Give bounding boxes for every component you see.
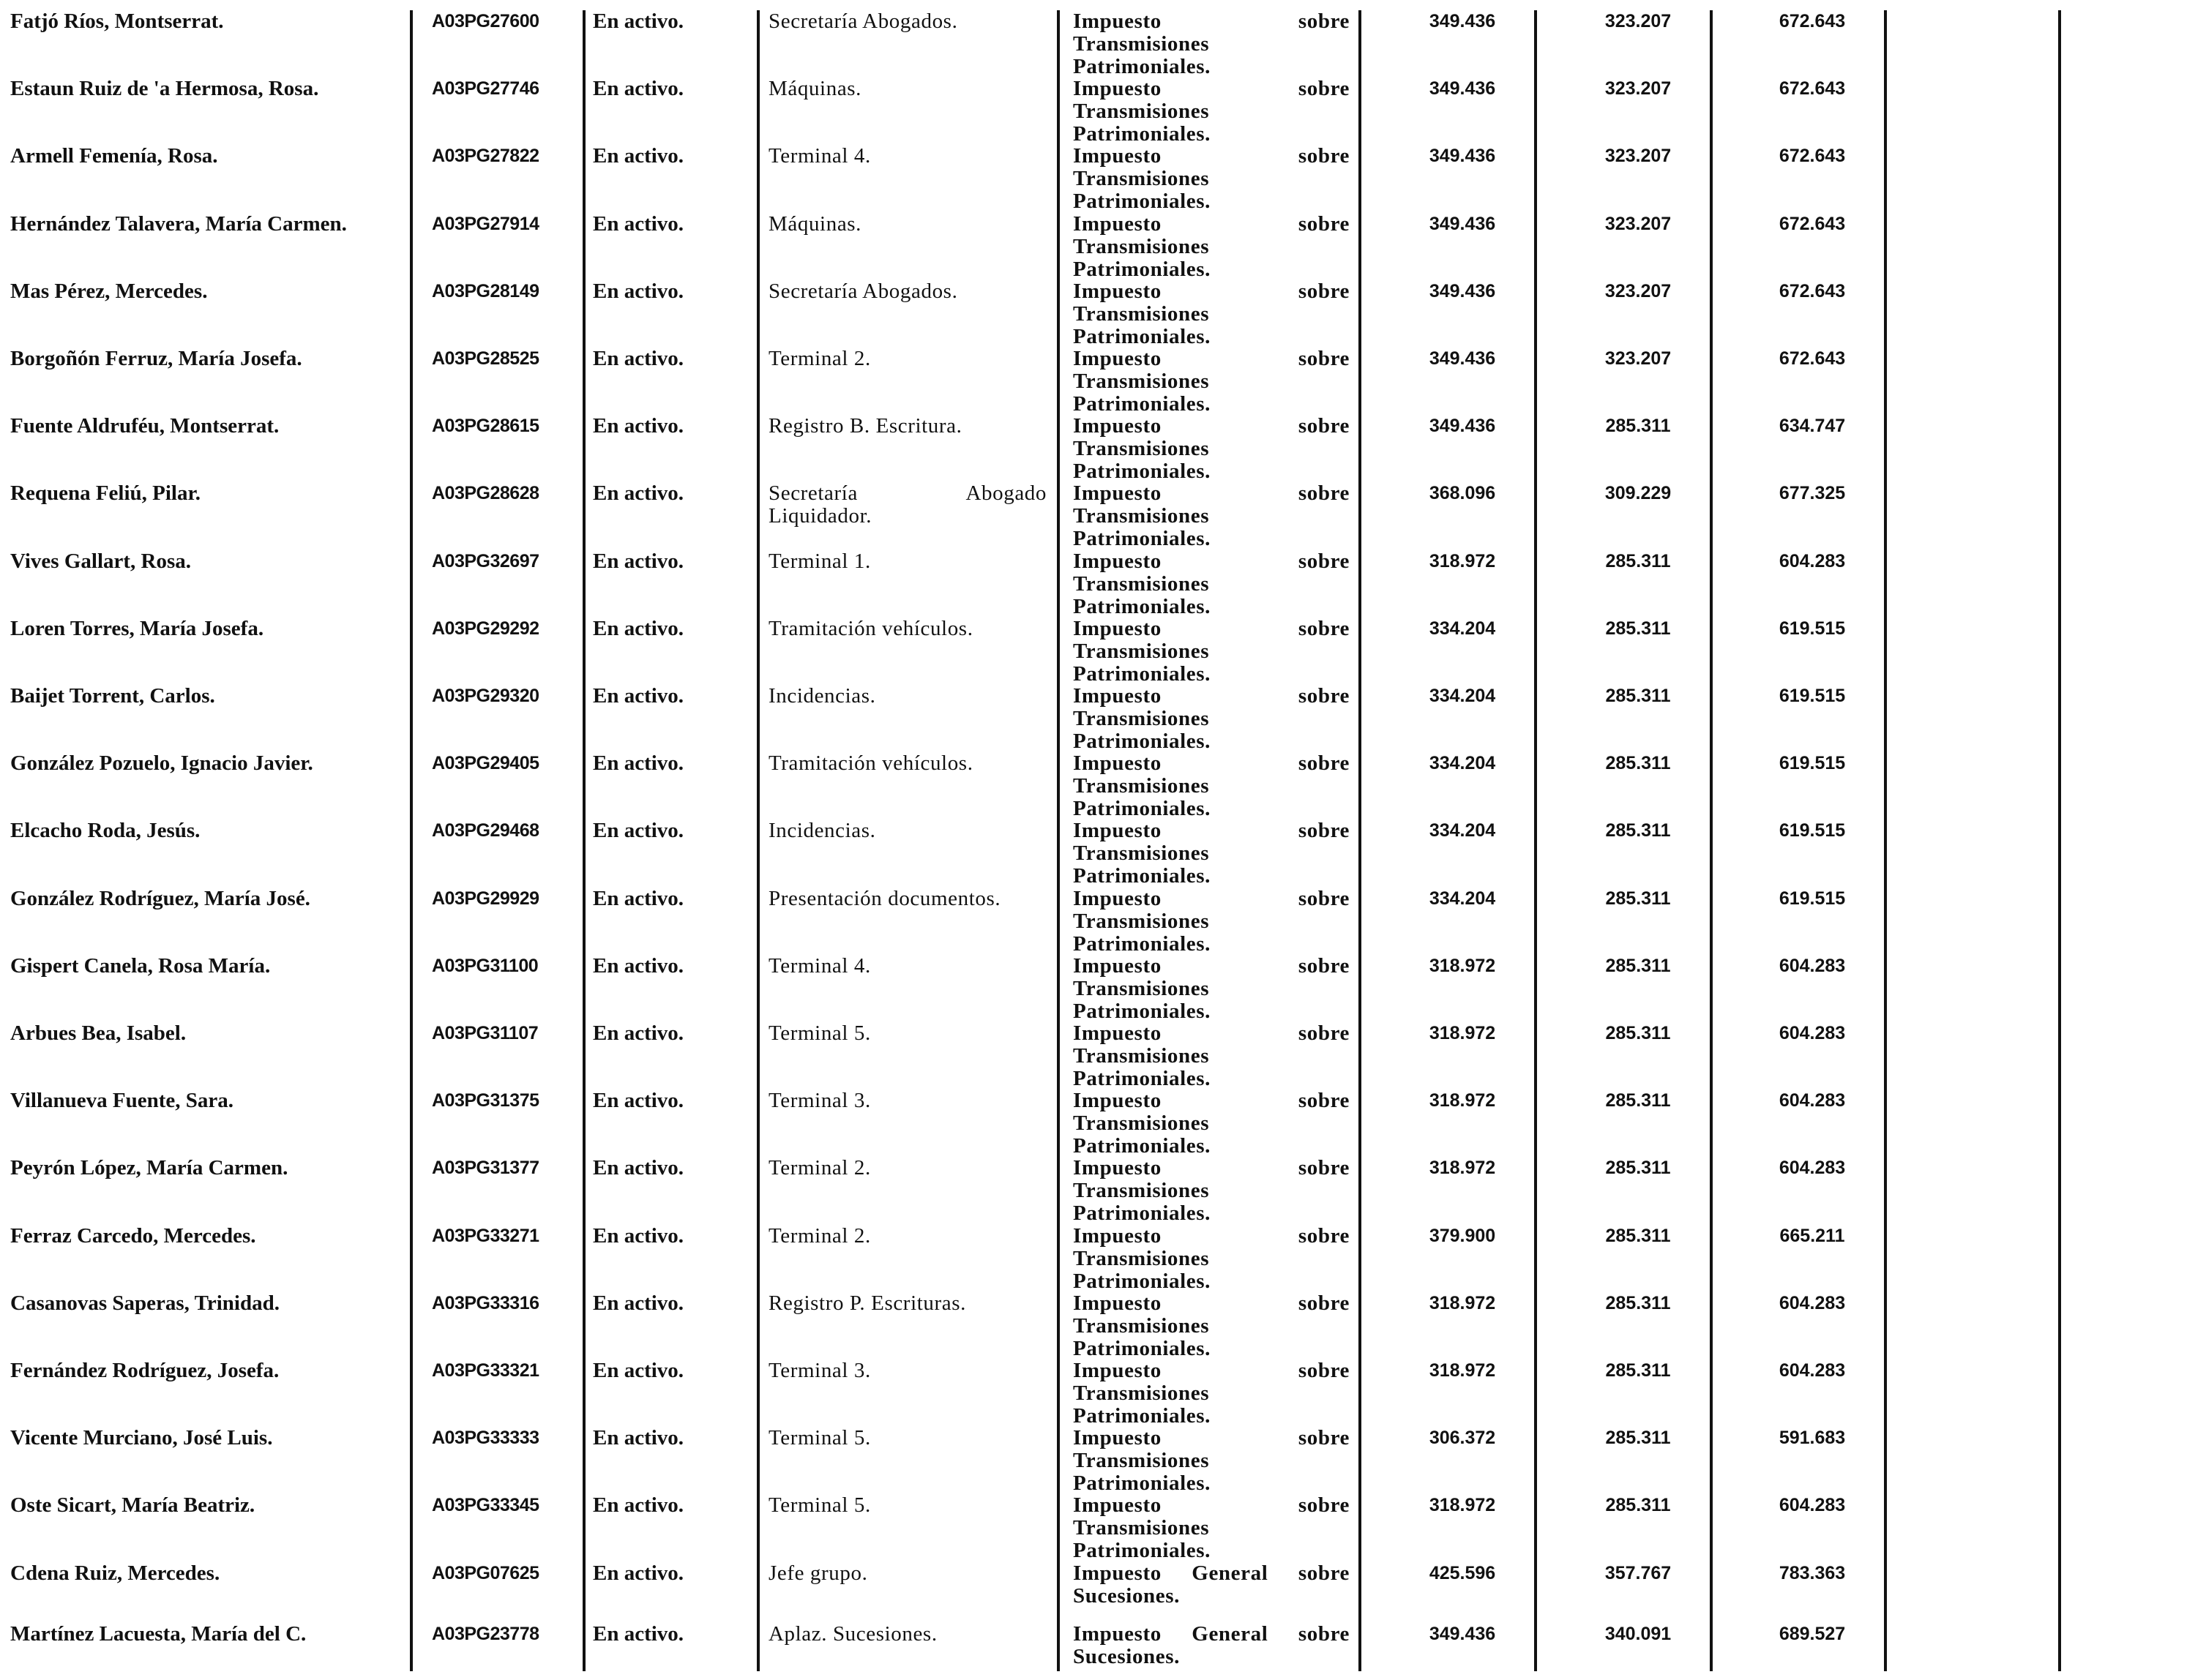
tax-section: Impuesto sobre Transmisiones Patrimoniales.	[1073, 414, 1350, 483]
tax-section: Impuesto sobre Transmisiones Patrimoniales.	[1073, 481, 1350, 550]
table-row	[0, 1484, 2206, 1562]
employee-name: Vicente Murciano, José Luis.	[10, 1426, 273, 1450]
total-amount: 672.643	[1779, 146, 1846, 166]
amount-2: 285.311	[1605, 1158, 1671, 1178]
total-amount: 604.283	[1779, 956, 1846, 976]
table-row	[0, 135, 2206, 213]
amount-2: 340.091	[1604, 1624, 1672, 1644]
amount-1: 349.436	[1429, 146, 1496, 166]
tax-section: Impuesto sobre Transmisiones Patrimoniales.	[1073, 347, 1350, 416]
amount-1: 318.972	[1429, 1090, 1496, 1111]
table-row	[0, 203, 2206, 281]
registration-code: A03PG23778	[432, 1624, 539, 1644]
employee-name: Arbues Bea, Isabel.	[10, 1021, 187, 1045]
employment-status: En activo.	[593, 1359, 684, 1382]
employee-name: Casanovas Saperas, Trinidad.	[10, 1291, 280, 1315]
registration-code: A03PG31377	[432, 1158, 539, 1178]
amount-2: 323.207	[1604, 146, 1672, 166]
total-amount: 672.643	[1779, 348, 1846, 369]
total-amount: 604.283	[1779, 1495, 1846, 1515]
amount-1: 306.372	[1429, 1428, 1496, 1448]
amount-1: 349.436	[1429, 214, 1496, 234]
employment-status: En activo.	[593, 1561, 684, 1585]
tax-section: Impuesto sobre Transmisiones Patrimoniales.	[1073, 77, 1350, 146]
registration-code: A03PG07625	[432, 1563, 539, 1583]
employee-name: Peyrón López, María Carmen.	[10, 1156, 288, 1180]
total-amount: 604.283	[1779, 551, 1846, 571]
amount-2: 285.311	[1605, 686, 1671, 706]
total-amount: 665.211	[1779, 1226, 1845, 1246]
registration-code: A03PG29405	[432, 753, 539, 773]
amount-2: 285.311	[1605, 618, 1671, 639]
table-row	[0, 0, 2206, 78]
department: Terminal 3.	[769, 1359, 871, 1382]
amount-1: 318.972	[1429, 1293, 1496, 1313]
table-row	[0, 1349, 2206, 1428]
department: Tramitación vehículos.	[769, 617, 973, 640]
amount-2: 285.311	[1605, 753, 1671, 773]
amount-1: 349.436	[1429, 11, 1496, 31]
employment-status: En activo.	[593, 144, 684, 168]
employee-name: Fernández Rodríguez, Josefa.	[10, 1359, 280, 1382]
employee-name: Gispert Canela, Rosa María.	[10, 954, 271, 978]
amount-1: 349.436	[1429, 1624, 1496, 1644]
registration-code: A03PG28628	[432, 483, 539, 503]
registration-code: A03PG29468	[432, 820, 539, 841]
employment-status: En activo.	[593, 347, 684, 370]
table-row	[0, 742, 2206, 820]
total-amount: 634.747	[1779, 416, 1846, 436]
total-amount: 604.283	[1779, 1023, 1846, 1043]
tax-section: Impuesto sobre Transmisiones Patrimoniales.	[1073, 1291, 1350, 1360]
amount-1: 349.436	[1429, 348, 1496, 369]
registration-code: A03PG32697	[432, 551, 539, 571]
registration-code: A03PG31107	[432, 1023, 539, 1043]
amount-2: 285.311	[1605, 1428, 1671, 1448]
tax-section: Impuesto sobre Transmisiones Patrimoniales.	[1073, 819, 1350, 888]
employment-status: En activo.	[593, 1224, 684, 1248]
tax-section: Impuesto sobre Transmisiones Patrimoniales.	[1073, 617, 1350, 686]
employment-status: En activo.	[593, 1089, 684, 1112]
department: Terminal 5.	[769, 1021, 871, 1045]
amount-1: 318.972	[1429, 956, 1496, 976]
department: Registro B. Escritura.	[769, 414, 962, 438]
amount-1: 368.096	[1429, 483, 1496, 503]
registration-code: A03PG33321	[432, 1360, 539, 1381]
tax-section: Impuesto sobre Transmisiones Patrimoniales.	[1073, 1224, 1350, 1293]
tax-section: Impuesto sobre Transmisiones Patrimoniales.	[1073, 1089, 1350, 1158]
tax-section: Impuesto sobre Transmisiones Patrimoniales.	[1073, 1493, 1350, 1562]
registration-code: A03PG33271	[432, 1226, 539, 1246]
department: Tramitación vehículos.	[769, 751, 973, 775]
tax-section: Impuesto sobre Transmisiones Patrimoniales.	[1073, 280, 1350, 348]
registration-code: A03PG28615	[432, 416, 539, 436]
employment-status: En activo.	[593, 1021, 684, 1045]
amount-1: 349.436	[1429, 281, 1496, 301]
employee-name: Borgoñón Ferruz, María Josefa.	[10, 347, 302, 370]
amount-1: 425.596	[1429, 1563, 1496, 1583]
employee-name: Loren Torres, María Josefa.	[10, 617, 264, 640]
registration-code: A03PG27822	[432, 146, 539, 166]
registration-code: A03PG29929	[432, 888, 539, 909]
table-row	[0, 877, 2206, 956]
amount-1: 318.972	[1429, 1495, 1496, 1515]
registration-code: A03PG33316	[432, 1293, 539, 1313]
employee-name: Ferraz Carcedo, Mercedes.	[10, 1224, 256, 1248]
amount-2: 309.229	[1604, 483, 1672, 503]
total-amount: 619.515	[1779, 618, 1846, 639]
amount-2: 285.311	[1605, 1360, 1671, 1381]
total-amount: 783.363	[1779, 1563, 1846, 1583]
amount-1: 334.204	[1429, 820, 1496, 841]
employment-status: En activo.	[593, 1622, 684, 1646]
total-amount: 672.643	[1779, 78, 1846, 99]
employment-status: En activo.	[593, 617, 684, 640]
amount-2: 323.207	[1604, 11, 1672, 31]
table-row	[0, 1147, 2206, 1225]
total-amount: 619.515	[1779, 888, 1846, 909]
tax-section: Impuesto sobre Transmisiones Patrimoniales.	[1073, 144, 1350, 213]
table-row	[0, 945, 2206, 1023]
department: Terminal 2.	[769, 1156, 871, 1180]
employment-status: En activo.	[593, 1493, 684, 1517]
total-amount: 591.683	[1779, 1428, 1846, 1448]
amount-1: 334.204	[1429, 888, 1496, 909]
department: Terminal 4.	[769, 954, 871, 978]
total-amount: 604.283	[1779, 1293, 1846, 1313]
tax-section: Impuesto sobre Transmisiones Patrimoniales.	[1073, 684, 1350, 753]
total-amount: 604.283	[1779, 1360, 1846, 1381]
amount-2: 285.311	[1605, 1090, 1671, 1111]
amount-2: 285.311	[1605, 1226, 1671, 1246]
registration-code: A03PG31375	[432, 1090, 539, 1111]
table-row	[0, 675, 2206, 753]
employee-name: Fatjó Ríos, Montserrat.	[10, 10, 224, 33]
registration-code: A03PG27914	[432, 214, 539, 234]
amount-1: 379.900	[1429, 1226, 1496, 1246]
total-amount: 672.643	[1779, 11, 1846, 31]
employee-name: González Pozuelo, Ignacio Javier.	[10, 751, 313, 775]
amount-1: 334.204	[1429, 618, 1496, 639]
registration-code: A03PG27600	[432, 11, 539, 31]
tax-section: Impuesto General sobre Sucesiones.	[1073, 1561, 1350, 1608]
registration-code: A03PG29292	[432, 618, 539, 639]
department: Jefe grupo.	[769, 1561, 868, 1585]
amount-2: 285.311	[1605, 1293, 1671, 1313]
amount-1: 318.972	[1429, 1158, 1496, 1178]
employee-name: Hernández Talavera, María Carmen.	[10, 212, 347, 236]
department: Registro P. Escrituras.	[769, 1291, 966, 1315]
employment-status: En activo.	[593, 751, 684, 775]
employment-status: En activo.	[593, 1156, 684, 1180]
amount-1: 318.972	[1429, 1023, 1496, 1043]
department: Incidencias.	[769, 684, 876, 708]
table-row	[0, 337, 2206, 416]
amount-2: 285.311	[1605, 551, 1671, 571]
tax-section: Impuesto sobre Transmisiones Patrimoniales.	[1073, 1426, 1350, 1495]
table-row	[0, 472, 2206, 550]
employee-name: Fuente Aldruféu, Montserrat.	[10, 414, 280, 438]
tax-section: Impuesto sobre Transmisiones Patrimoniales.	[1073, 887, 1350, 956]
employment-status: En activo.	[593, 550, 684, 573]
employment-status: En activo.	[593, 954, 684, 978]
department: Secretaría Abogados.	[769, 280, 958, 303]
department: Terminal 5.	[769, 1493, 871, 1517]
table-row	[0, 67, 2206, 146]
total-amount: 604.283	[1779, 1090, 1846, 1111]
employee-name: Elcacho Roda, Jesús.	[10, 819, 201, 842]
tax-section: Impuesto sobre Transmisiones Patrimoniales.	[1073, 1359, 1350, 1428]
employee-name: González Rodríguez, María José.	[10, 887, 310, 910]
total-amount: 619.515	[1779, 753, 1846, 773]
employment-status: En activo.	[593, 1291, 684, 1315]
amount-2: 285.311	[1605, 1495, 1671, 1515]
table-row	[0, 1215, 2206, 1293]
table-row	[0, 809, 2206, 888]
employment-status: En activo.	[593, 819, 684, 842]
tax-section: Impuesto sobre Transmisiones Patrimoniales.	[1073, 751, 1350, 820]
table-row	[0, 1012, 2206, 1090]
employment-status: En activo.	[593, 481, 684, 505]
amount-1: 334.204	[1429, 753, 1496, 773]
employee-name: Baijet Torrent, Carlos.	[10, 684, 215, 708]
employment-status: En activo.	[593, 684, 684, 708]
amount-1: 318.972	[1429, 1360, 1496, 1381]
employment-status: En activo.	[593, 414, 684, 438]
amount-1: 334.204	[1429, 686, 1496, 706]
employee-name: Oste Sicart, María Beatriz.	[10, 1493, 255, 1517]
registration-code: A03PG33345	[432, 1495, 539, 1515]
total-amount: 689.527	[1779, 1624, 1846, 1644]
employee-name: Cdena Ruiz, Mercedes.	[10, 1561, 220, 1585]
tax-section: Impuesto sobre Transmisiones Patrimoniales.	[1073, 1021, 1350, 1090]
department: Terminal 2.	[769, 347, 871, 370]
department: Terminal 3.	[769, 1089, 871, 1112]
amount-2: 285.311	[1605, 416, 1671, 436]
amount-2: 285.311	[1605, 820, 1671, 841]
total-amount: 619.515	[1779, 820, 1846, 841]
department: Presentación documentos.	[769, 887, 1001, 910]
amount-1: 349.436	[1429, 78, 1496, 99]
tax-section: Impuesto sobre Transmisiones Patrimoniales.	[1073, 550, 1350, 618]
department: Terminal 5.	[769, 1426, 871, 1450]
table-row	[0, 1552, 2206, 1619]
department: Terminal 1.	[769, 550, 871, 573]
total-amount: 619.515	[1779, 686, 1846, 706]
amount-2: 357.767	[1604, 1563, 1672, 1583]
amount-2: 323.207	[1604, 348, 1672, 369]
table-row	[0, 1282, 2206, 1360]
table-row	[0, 1417, 2206, 1495]
employment-status: En activo.	[593, 280, 684, 303]
table-row	[0, 1613, 2206, 1680]
table-row	[0, 1079, 2206, 1158]
employee-name: Vives Gallart, Rosa.	[10, 550, 192, 573]
department: Terminal 2.	[769, 1224, 871, 1248]
registration-code: A03PG27746	[432, 78, 539, 99]
employment-status: En activo.	[593, 1426, 684, 1450]
employee-name: Villanueva Fuente, Sara.	[10, 1089, 234, 1112]
employment-status: En activo.	[593, 77, 684, 100]
total-amount: 672.643	[1779, 281, 1846, 301]
table-row	[0, 405, 2206, 483]
department: Incidencias.	[769, 819, 876, 842]
tax-section: Impuesto General sobre Sucesiones.	[1073, 1622, 1350, 1668]
registration-code: A03PG31100	[432, 956, 539, 976]
employee-name: Requena Feliú, Pilar.	[10, 481, 201, 505]
registration-code: A03PG33333	[432, 1428, 539, 1448]
table-row	[0, 540, 2206, 618]
amount-2: 323.207	[1604, 214, 1672, 234]
registration-code: A03PG29320	[432, 686, 539, 706]
employee-name: Estaun Ruiz de 'a Hermosa, Rosa.	[10, 77, 319, 100]
employment-status: En activo.	[593, 212, 684, 236]
department: Secretaría Abogados.	[769, 10, 958, 33]
amount-2: 323.207	[1604, 281, 1672, 301]
amount-1: 318.972	[1429, 551, 1496, 571]
amount-2: 323.207	[1604, 78, 1672, 99]
department: Aplaz. Sucesiones.	[769, 1622, 938, 1646]
employment-status: En activo.	[593, 887, 684, 910]
total-amount: 672.643	[1779, 214, 1846, 234]
department: Secretaría Abogado Liquidador.	[769, 481, 1047, 528]
employment-status: En activo.	[593, 10, 684, 33]
registration-code: A03PG28149	[432, 281, 539, 301]
amount-2: 285.311	[1605, 956, 1671, 976]
total-amount: 604.283	[1779, 1158, 1846, 1178]
department: Terminal 4.	[769, 144, 871, 168]
tax-section: Impuesto sobre Transmisiones Patrimoniales.	[1073, 10, 1350, 78]
table-row	[0, 270, 2206, 348]
tax-section: Impuesto sobre Transmisiones Patrimoniales.	[1073, 954, 1350, 1023]
department: Máquinas.	[769, 77, 862, 100]
table-row	[0, 607, 2206, 686]
tax-section: Impuesto sobre Transmisiones Patrimoniales.	[1073, 1156, 1350, 1225]
tax-section: Impuesto sobre Transmisiones Patrimoniales.	[1073, 212, 1350, 281]
department: Máquinas.	[769, 212, 862, 236]
employee-name: Martínez Lacuesta, María del C.	[10, 1622, 307, 1646]
amount-2: 285.311	[1605, 888, 1671, 909]
amount-1: 349.436	[1429, 416, 1496, 436]
total-amount: 677.325	[1779, 483, 1846, 503]
amount-2: 285.311	[1605, 1023, 1671, 1043]
employee-name: Armell Femenía, Rosa.	[10, 144, 218, 168]
employee-name: Mas Pérez, Mercedes.	[10, 280, 208, 303]
registration-code: A03PG28525	[432, 348, 539, 369]
